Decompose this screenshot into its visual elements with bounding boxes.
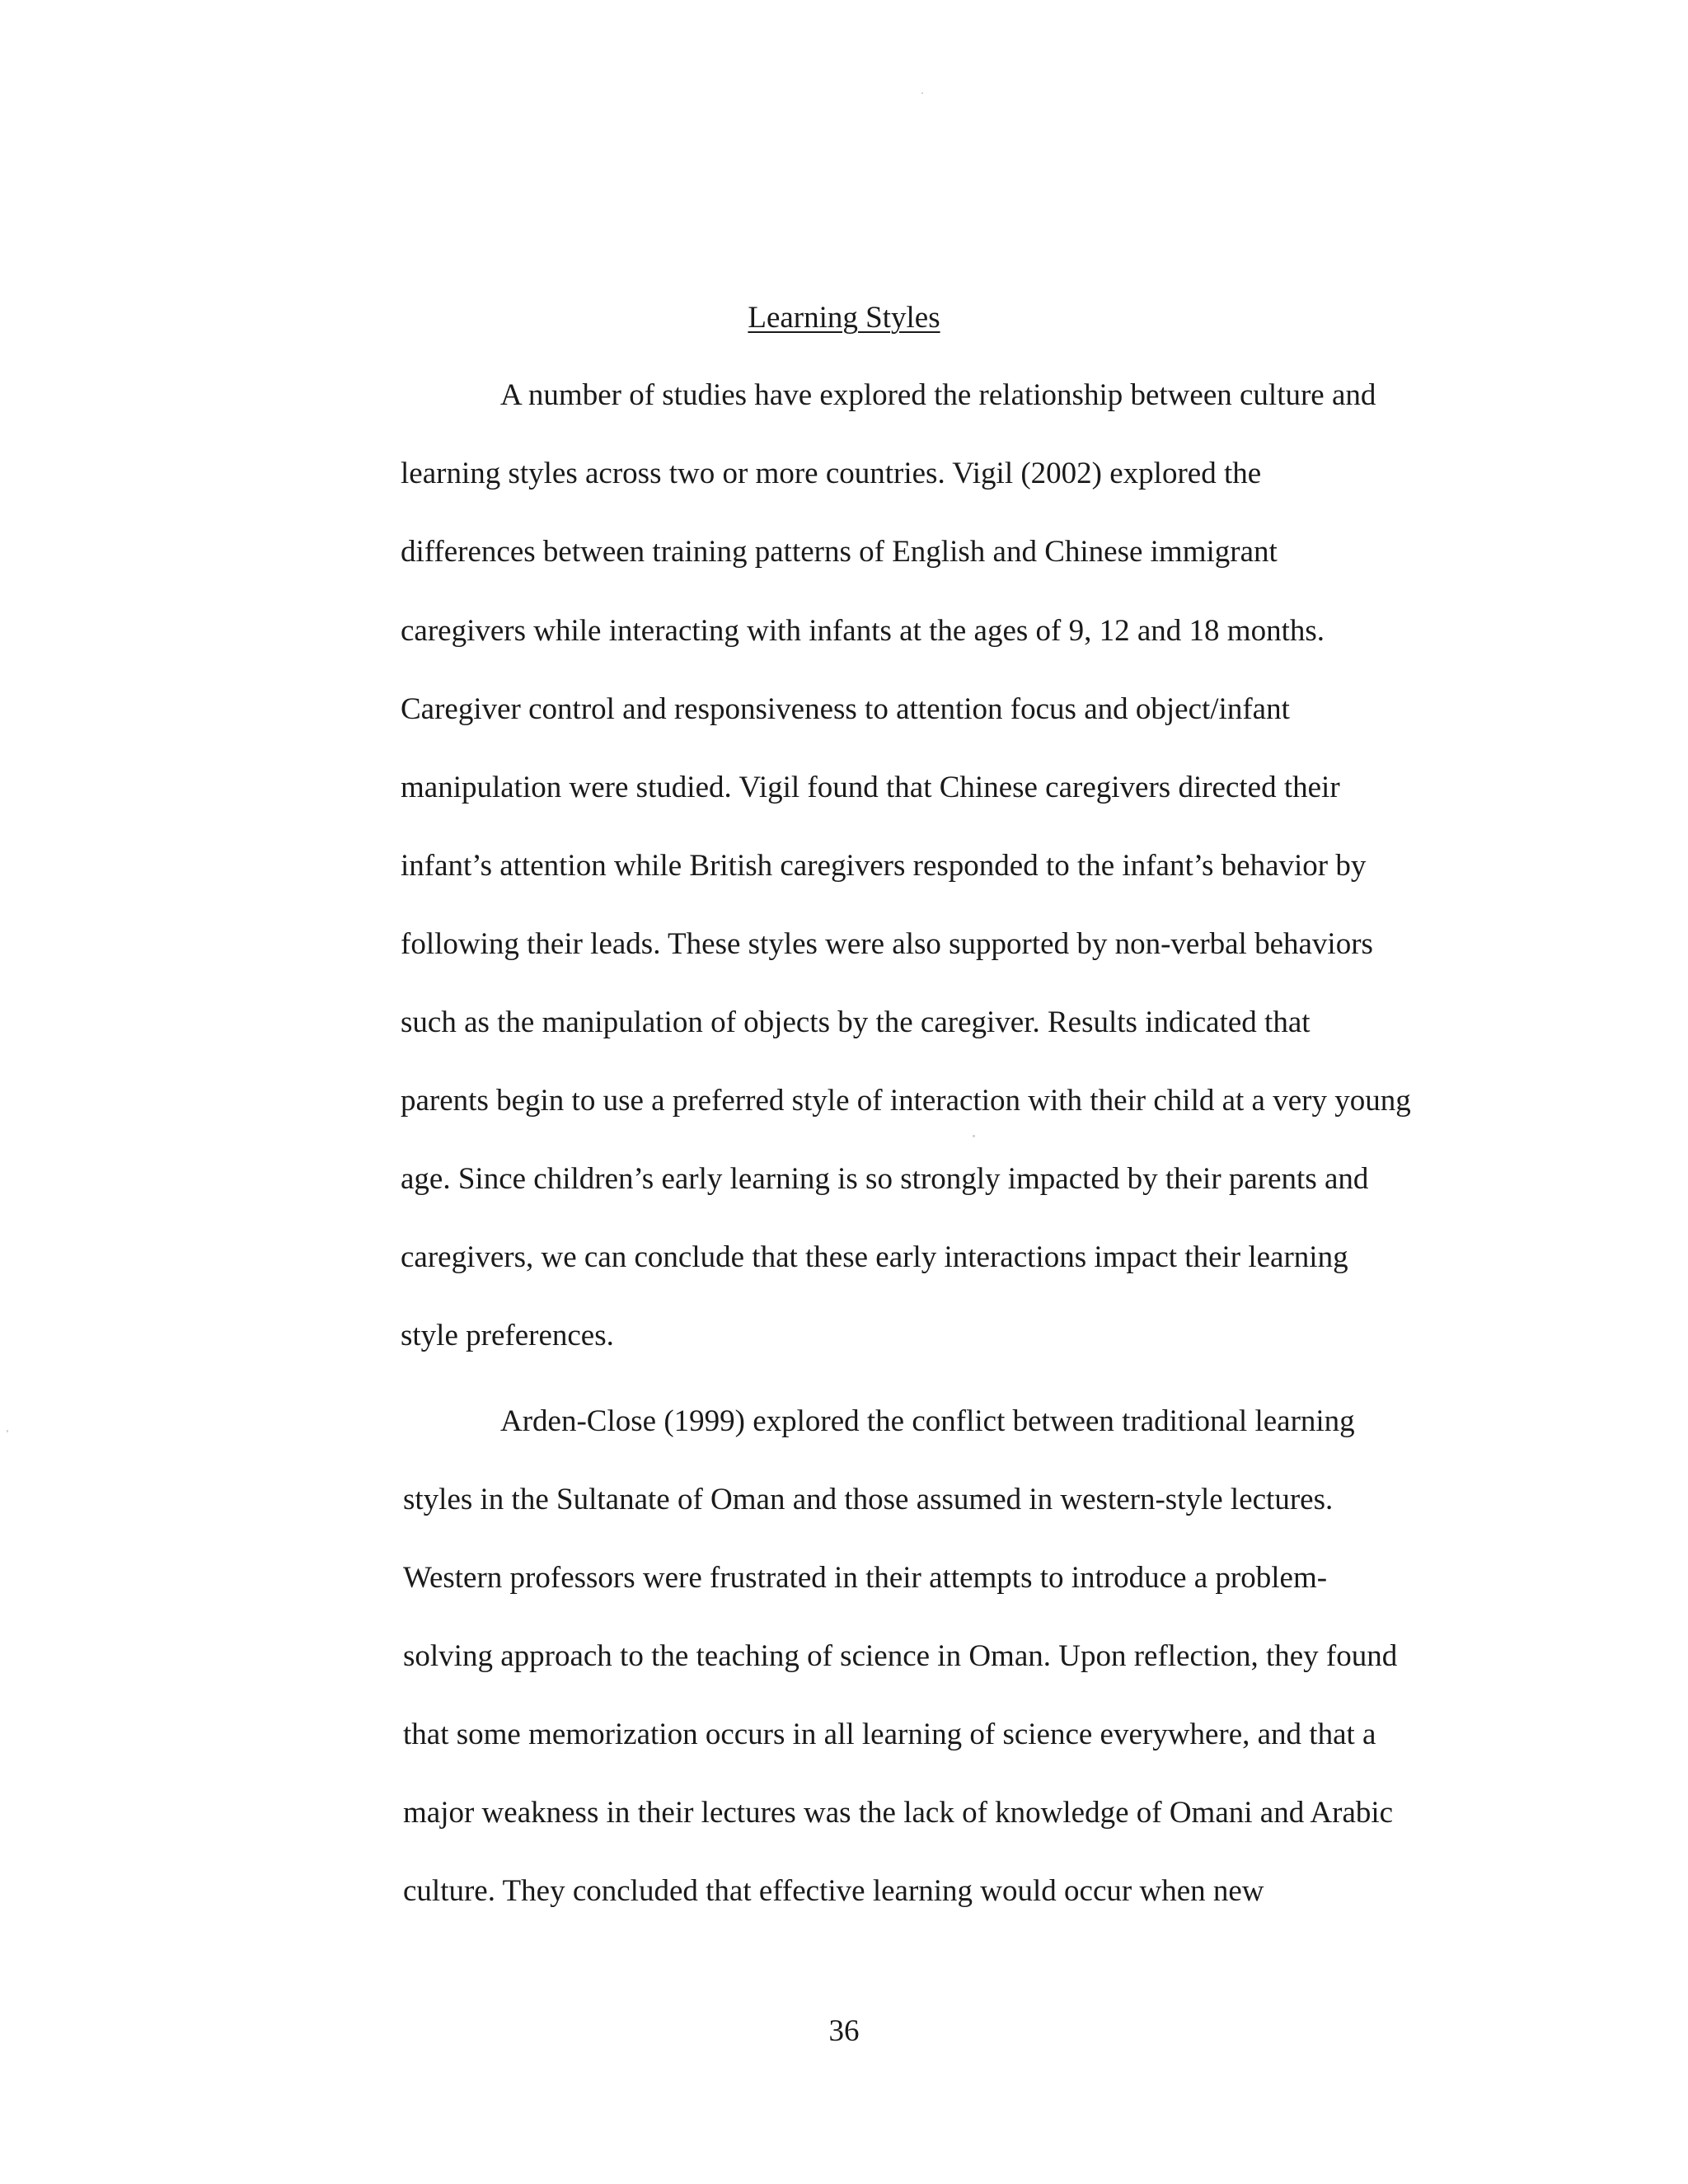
paragraph-1-line-13: style preferences. [401, 1319, 614, 1352]
paragraph-1-line-5: Caregiver control and responsiveness to attention focus and object/infant [401, 692, 1290, 726]
scan-speck [921, 92, 923, 94]
paragraph-2-line-2: styles in the Sultanate of Oman and those assumed in western-style lectures. [403, 1483, 1334, 1516]
paragraph-1-line-9: such as the manipulation of objects by the caregiver. Results indicated that [401, 1005, 1311, 1039]
paragraph-1-line-4: caregivers while interacting with infants at the ages of 9, 12 and 18 months. [401, 614, 1325, 648]
paragraph-2-line-5: that some memorization occurs in all learning of science everywhere, and that a [403, 1718, 1376, 1751]
scan-speck [973, 1135, 975, 1137]
paragraph-1-line-2: learning styles across two or more countries. Vigil (2002) explored the [401, 457, 1262, 490]
paragraph-1-line-7: infant’s attention while British caregivers responded to the infant’s behavior by [401, 849, 1367, 883]
paragraph-2-line-6: major weakness in their lectures was the lack of knowledge of Omani and Arabic [403, 1796, 1394, 1830]
paragraph-2-line-3: Western professors were frustrated in their attempts to introduce a problem- [403, 1561, 1328, 1595]
page-number: 36 [828, 2014, 860, 2048]
section-heading: Learning Styles [748, 301, 940, 335]
paragraph-1-line-6: manipulation were studied. Vigil found that Chinese caregivers directed their [401, 771, 1340, 804]
paragraph-1-line-1: A number of studies have explored the relationship between culture and [500, 378, 1376, 412]
paragraph-2-line-4: solving approach to the teaching of science in Oman. Upon reflection, they found [403, 1639, 1398, 1673]
paragraph-1-line-3: differences between training patterns of English and Chinese immigrant [401, 535, 1278, 569]
paragraph-2-line-7: culture. They concluded that effective learning would occur when new [403, 1874, 1264, 1908]
paragraph-1-line-10: parents begin to use a preferred style of interaction with their child at a very young [401, 1084, 1411, 1118]
paragraph-1-line-8: following their leads. These styles were also supported by non-verbal behaviors [401, 927, 1373, 961]
paragraph-1-line-12: caregivers, we can conclude that these early interactions impact their learning [401, 1240, 1348, 1274]
scan-speck [7, 1430, 8, 1432]
paragraph-2-line-1: Arden-Close (1999) explored the conflict between traditional learning [500, 1404, 1355, 1438]
paragraph-1-line-11: age. Since children’s early learning is so strongly impacted by their parents and [401, 1162, 1369, 1196]
